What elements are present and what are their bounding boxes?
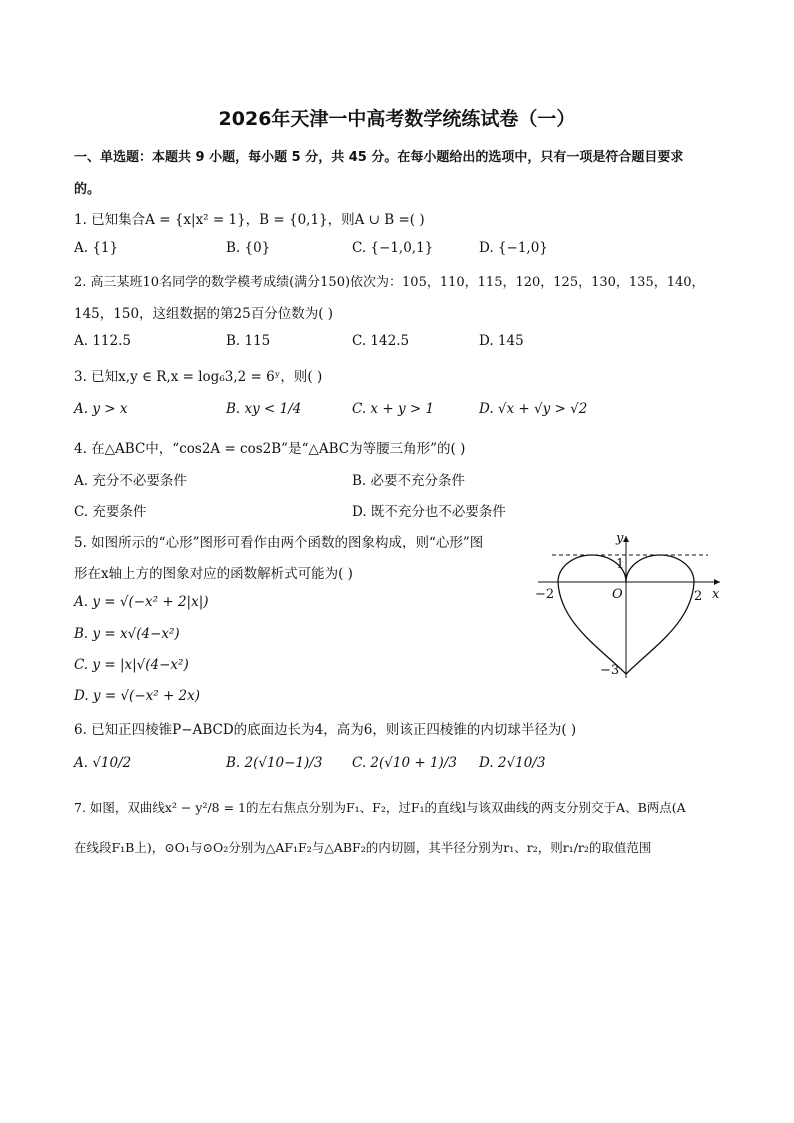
label-x: x <box>712 587 720 602</box>
q3-option-a: A. y > x <box>74 401 128 417</box>
label-1: 1 <box>616 557 625 572</box>
q5-stem-line2: 形在x轴上方的图象对应的函数解析式可能为( ) <box>74 566 353 582</box>
upper-right-curve <box>626 555 694 582</box>
q7-stem-line1: 7. 如图，双曲线x² − y²/8 = 1的左右焦点分别为F₁、F₂，过F₁的直线l与该双曲线的两支分别交于A、B两点(A <box>74 800 686 815</box>
label-y: y <box>616 531 624 546</box>
q5-option-d: D. y = √(−x² + 2x) <box>74 688 201 704</box>
label-neg3: −3 <box>600 663 620 678</box>
q7-stem-line2: 在线段F₁B上)，⊙O₁与⊙O₂分别为△AF₁F₂与△ABF₂的内切圆，其半径分别为r₁、r₂，则r₁/r₂的取值范围 <box>74 840 652 855</box>
q4-option-d: D. 既不充分也不必要条件 <box>352 504 506 520</box>
q2-stem-line1: 2. 高三某班10名同学的数学模考成绩(满分150)依次为：105，110，115，120，125，130，135，140， <box>74 275 705 290</box>
q3-option-b: B. xy < 1/4 <box>226 401 302 417</box>
q5-option-b: B. y = x√(4−x²) <box>74 626 180 642</box>
q1-option-c: C. {−1,0,1} <box>352 240 434 256</box>
q2-option-c: C. 142.5 <box>352 333 410 349</box>
q5-option-a: A. y = √(−x² + 2|x|) <box>74 594 209 610</box>
q3-stem: 3. 已知x,y ∈ R,x = log₆3,2 = 6ʸ，则( ) <box>74 369 323 385</box>
q4-option-c: C. 充要条件 <box>74 504 147 520</box>
q6-option-b: B. 2(√10−1)/3 <box>226 755 323 771</box>
q1-option-d: D. {−1,0} <box>479 240 548 256</box>
q2-stem-line2: 145，150，这组数据的第25百分位数为( ) <box>74 306 334 322</box>
q2-option-b: B. 115 <box>226 333 271 349</box>
q3-option-c: C. x + y > 1 <box>352 401 435 417</box>
q3-option-d: D. √x + √y > √2 <box>479 401 588 417</box>
section-heading-line2: 的。 <box>74 182 101 197</box>
section-heading-line1: 一、单选题：本题共 9 小题，每小题 5 分，共 45 分。在每小题给出的选项中，只有一项是符合题目要求 <box>74 150 684 165</box>
q2-option-d: D. 145 <box>479 333 524 349</box>
q1-option-a: A. {1} <box>74 240 119 256</box>
heart-graph <box>530 528 730 688</box>
heart-graph-svg <box>530 528 730 688</box>
q5-option-c: C. y = |x|√(4−x²) <box>74 657 189 673</box>
q1-stem: 1. 已知集合A = {x|x² = 1}，B = {0,1}，则A ∪ B =( ) <box>74 212 425 228</box>
q2-option-a: A. 112.5 <box>74 333 131 349</box>
q6-option-a: A. √10/2 <box>74 755 132 771</box>
q4-option-a: A. 充分不必要条件 <box>74 473 187 489</box>
q1-option-b: B. {0} <box>226 240 271 256</box>
label-neg2: −2 <box>535 587 555 602</box>
label-pos2: 2 <box>694 589 703 604</box>
q5-stem-line1: 5. 如图所示的“心形”图形可看作由两个函数的图象构成，则“心形”图 <box>74 535 484 551</box>
label-origin: O <box>612 587 623 602</box>
page-title: 2026年天津一中高考数学统练试卷（一） <box>218 108 576 130</box>
q6-stem: 6. 已知正四棱锥P−ABCD的底面边长为4，高为6，则该正四棱锥的内切球半径为( ) <box>74 722 577 738</box>
q4-stem: 4. 在△ABC中，“cos2A = cos2B”是“△ABC为等腰三角形”的( ) <box>74 441 466 457</box>
q6-option-c: C. 2(√10 + 1)/3 <box>352 755 457 771</box>
q6-option-d: D. 2√10/3 <box>479 755 546 771</box>
q4-option-b: B. 必要不充分条件 <box>352 473 466 489</box>
